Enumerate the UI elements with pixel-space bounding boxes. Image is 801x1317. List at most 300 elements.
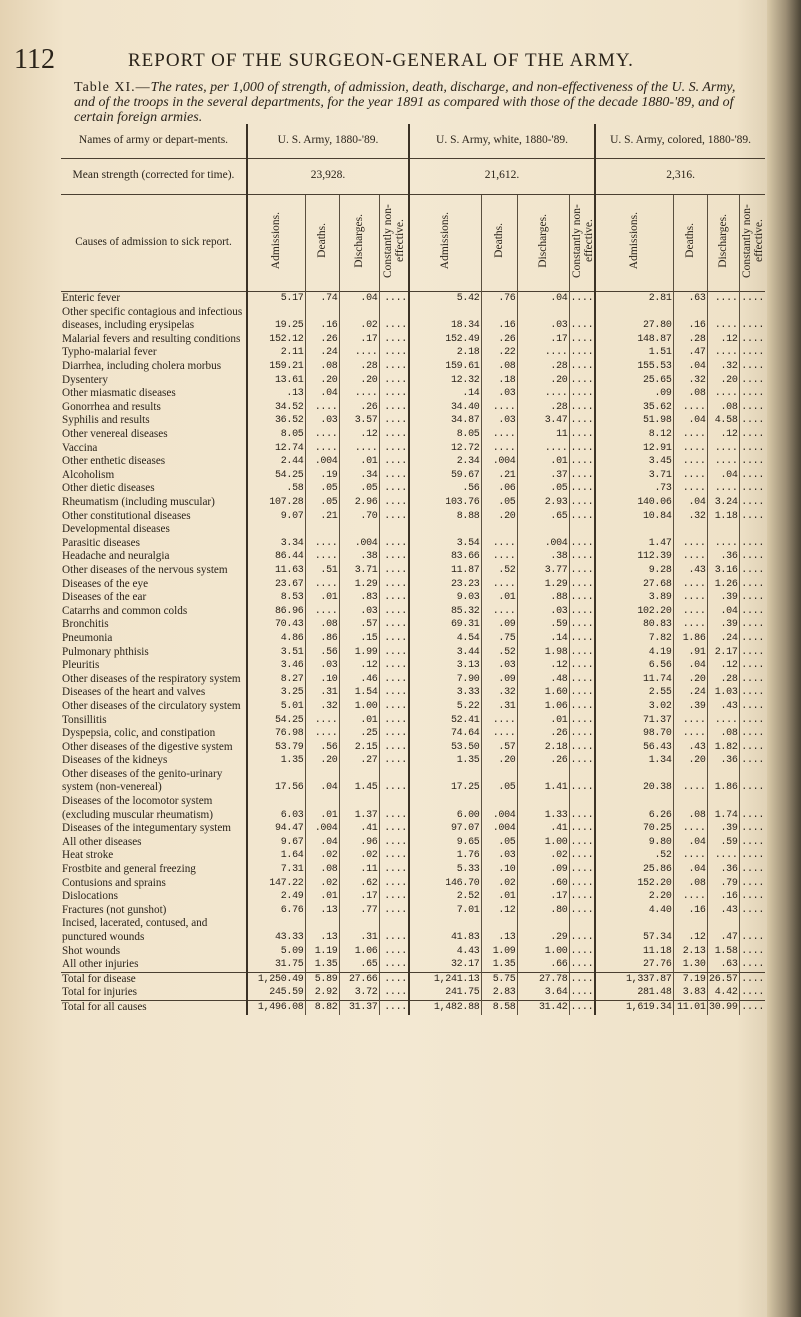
rate-cell: 3.45 — [595, 455, 673, 469]
rate-cell: 3.72 — [339, 986, 379, 1000]
rate-cell: 9.03 — [409, 591, 481, 605]
rate-cell: .... — [570, 823, 594, 835]
row-label: Diseases of the locomotor system (excluding muscular rheumatism) — [62, 795, 213, 821]
rate-cell: 70.43 — [247, 618, 305, 632]
rate-cell: 1.33 — [517, 795, 569, 822]
rate-cell: .43 — [707, 700, 739, 714]
rate-cell: 9.28 — [595, 564, 673, 578]
rate-cell: .08 — [305, 863, 339, 877]
rate-cell: 8.05 — [409, 428, 481, 442]
rate-cell: 23.67 — [247, 578, 305, 592]
rate-cell: .... — [739, 496, 765, 510]
rate-cell: 8.27 — [247, 673, 305, 687]
rate-cell: .... — [739, 686, 765, 700]
rate-cell: .... — [379, 945, 409, 959]
rate-cell: .08 — [481, 360, 517, 374]
rate-cell: .... — [570, 333, 594, 345]
rate-cell: .22 — [481, 346, 517, 360]
rate-cell: 241.75 — [409, 986, 481, 1000]
rate-cell: .31 — [305, 686, 339, 700]
rate-cell: .04 — [339, 292, 379, 306]
rate-cell: .... — [379, 700, 409, 714]
rate-cell: .... — [739, 646, 765, 660]
rate-cell: .02 — [339, 849, 379, 863]
table-title: The rates, per 1,000 of strength, of admission, death, discharge, and non-effectiveness of the U. S. Army, and of the troops in the several departments, for the year 1891 as compared with those of the decade 1880-'89, and of certain foreign armies. — [74, 80, 736, 125]
rate-cell: 2.34 — [409, 455, 481, 469]
table-row — [61, 632, 765, 646]
rate-cell: 3.02 — [595, 700, 673, 714]
rate-cell: .13 — [305, 904, 339, 918]
rate-cell: .... — [379, 496, 409, 510]
rate-cell: .... — [673, 578, 707, 592]
table-row — [61, 346, 765, 360]
row-label: Rheumatism (including muscular) — [62, 496, 215, 508]
rate-cell: 3.24 — [707, 496, 739, 510]
rate-cell: .... — [379, 754, 409, 768]
rate-cell: .03 — [305, 414, 339, 428]
rate-cell: 18.34 — [409, 306, 481, 333]
rate-cell: 3.54 — [409, 537, 481, 551]
row-label: Catarrhs and common colds — [62, 604, 188, 617]
column-header — [707, 194, 739, 292]
rate-cell: 34.40 — [409, 401, 481, 415]
rate-cell: .09 — [517, 863, 569, 877]
rate-cell: .43 — [707, 904, 739, 918]
column-header-label: Constantly non-effective. — [570, 203, 595, 278]
rate-cell: .58 — [247, 482, 305, 496]
rate-cell: .... — [739, 904, 765, 918]
table-row — [61, 727, 765, 741]
rate-cell: .... — [570, 714, 594, 726]
rate-cell: 54.25 — [247, 714, 305, 728]
table-row — [61, 945, 765, 959]
rate-cell: .26 — [481, 333, 517, 347]
table-row — [61, 849, 765, 863]
row-label: Other diseases of the digestive system — [62, 740, 233, 753]
rate-cell: 148.87 — [595, 333, 673, 347]
rate-cell: .... — [379, 387, 409, 401]
rate-cell: .31 — [481, 700, 517, 714]
rate-cell: 152.49 — [409, 333, 481, 347]
rate-cell: .04 — [305, 387, 339, 401]
rate-cell: .... — [673, 550, 707, 564]
rate-cell: .32 — [481, 686, 517, 700]
rate-cell: .12 — [339, 428, 379, 442]
rate-cell: 3.71 — [595, 469, 673, 483]
rate-cell: .... — [739, 727, 765, 741]
rate-cell: .... — [673, 605, 707, 619]
table-row — [61, 958, 765, 972]
rate-cell: .... — [739, 714, 765, 728]
rate-cell: 56.43 — [595, 741, 673, 755]
rate-cell: .... — [481, 442, 517, 456]
rate-cell: .... — [739, 877, 765, 891]
rate-cell: .36 — [707, 863, 739, 877]
column-header — [379, 194, 409, 292]
column-header — [739, 194, 765, 292]
rate-cell: .... — [570, 401, 594, 413]
rate-cell: .... — [739, 306, 765, 333]
rate-cell: .... — [570, 510, 594, 522]
rate-cell: .... — [570, 973, 594, 985]
rate-cell: 8.88 — [409, 510, 481, 524]
column-header-label: Admissions. — [628, 211, 641, 270]
rate-cell: 5.09 — [247, 945, 305, 959]
rate-cell: .... — [379, 849, 409, 863]
rate-cell: .11 — [339, 863, 379, 877]
rate-cell: 1,250.49 — [247, 972, 305, 986]
rate-cell: .28 — [339, 360, 379, 374]
rate-cell: .... — [739, 890, 765, 904]
table-row — [61, 754, 765, 768]
rate-cell: .05 — [305, 496, 339, 510]
rate-cell: .... — [739, 374, 765, 388]
causes-header: Causes of admission to sick report. — [61, 194, 247, 292]
rate-cell: 3.46 — [247, 659, 305, 673]
rate-cell: .03 — [481, 387, 517, 401]
table-row — [61, 605, 765, 619]
rate-cell: .09 — [595, 387, 673, 401]
table-caption — [74, 80, 754, 125]
rate-cell: 2.44 — [247, 455, 305, 469]
rate-cell: .... — [481, 578, 517, 592]
rate-cell: .... — [739, 1000, 765, 1014]
column-header — [305, 194, 339, 292]
row-label: Pneumonia — [62, 631, 113, 644]
rate-cell: .... — [673, 822, 707, 836]
table-row — [61, 564, 765, 578]
rate-cell: .... — [673, 849, 707, 863]
strength-value: 2,316. — [595, 158, 765, 194]
rate-cell: .... — [739, 618, 765, 632]
rate-cell: .... — [481, 605, 517, 619]
rate-cell: .... — [739, 863, 765, 877]
rate-cell: 2.49 — [247, 890, 305, 904]
rate-cell: .14 — [517, 632, 569, 646]
rate-cell: 3.47 — [517, 414, 569, 428]
table-row — [61, 904, 765, 918]
rate-cell: 6.00 — [409, 795, 481, 822]
rate-cell: .13 — [481, 917, 517, 944]
rate-cell: .... — [707, 537, 739, 551]
rate-cell: 31.75 — [247, 958, 305, 972]
rate-cell: .... — [673, 768, 707, 795]
rate-cell: .... — [570, 619, 594, 631]
rate-cell: .04 — [707, 605, 739, 619]
rate-cell: .08 — [305, 618, 339, 632]
rate-cell: 8.53 — [247, 591, 305, 605]
rate-cell: .... — [707, 292, 739, 306]
rate-cell: 13.61 — [247, 374, 305, 388]
row-label: Dyspepsia, colic, and constipation — [62, 727, 216, 740]
rate-cell: .17 — [517, 333, 569, 347]
table-row — [61, 387, 765, 401]
rate-cell: .... — [379, 768, 409, 795]
rate-cell: .04 — [673, 360, 707, 374]
rate-cell: 1.03 — [707, 686, 739, 700]
row-label: Tonsillitis — [62, 713, 107, 726]
rate-cell: .... — [305, 550, 339, 564]
table-row — [61, 591, 765, 605]
rate-cell: 3.16 — [707, 564, 739, 578]
rate-cell: .01 — [517, 455, 569, 469]
rate-cell: .39 — [707, 591, 739, 605]
table-row — [61, 714, 765, 728]
rate-cell: .... — [673, 591, 707, 605]
rate-cell: 36.52 — [247, 414, 305, 428]
rate-cell: 3.83 — [673, 986, 707, 1000]
rate-cell: .... — [379, 632, 409, 646]
rate-cell: 1.06 — [517, 700, 569, 714]
rate-cell: .02 — [339, 306, 379, 333]
rate-cell: .26 — [305, 333, 339, 347]
group-header: U. S. Army, 1880-'89. — [247, 124, 409, 158]
row-label: Other enthetic diseases — [62, 455, 166, 468]
row-label: Other diseases of the circulatory system — [62, 699, 241, 712]
rate-cell: 25.65 — [595, 374, 673, 388]
rate-cell: .26 — [517, 754, 569, 768]
rate-cell: .... — [570, 388, 594, 400]
rate-cell: .... — [570, 632, 594, 644]
rate-cell: .02 — [305, 877, 339, 891]
rate-cell: 146.70 — [409, 877, 481, 891]
rate-cell: .17 — [339, 890, 379, 904]
rate-cell: .... — [570, 646, 594, 658]
row-label: Other miasmatic diseases — [62, 387, 176, 400]
table-row — [61, 659, 765, 673]
rate-cell: .... — [570, 592, 594, 604]
rate-cell: .... — [517, 387, 569, 401]
rate-cell: 34.52 — [247, 401, 305, 415]
rate-cell: 52.41 — [409, 714, 481, 728]
row-label: Gonorrhea and results — [62, 400, 161, 413]
rate-cell: .... — [570, 429, 594, 441]
rate-cell: .63 — [673, 292, 707, 306]
rate-cell: .... — [739, 510, 765, 524]
total-row — [61, 972, 765, 986]
rate-cell: .... — [569, 986, 595, 1000]
rate-cell: .... — [570, 361, 594, 373]
rate-cell: 1.19 — [305, 945, 339, 959]
table-row — [61, 741, 765, 755]
rate-cell: .14 — [409, 387, 481, 401]
rate-cell: .... — [673, 469, 707, 483]
rate-cell: .16 — [707, 890, 739, 904]
rate-cell: 3.57 — [339, 414, 379, 428]
row-label: Incised, lacerated, contused, and punctured wounds — [62, 917, 208, 943]
table-row — [61, 523, 765, 537]
row-label: Alcoholism — [62, 468, 115, 481]
rate-cell: .05 — [305, 482, 339, 496]
rate-cell: 147.22 — [247, 877, 305, 891]
rate-cell: .04 — [673, 414, 707, 428]
rate-cell: 59.67 — [409, 469, 481, 483]
rate-cell: .86 — [305, 632, 339, 646]
rate-cell — [517, 523, 569, 537]
rate-cell: .05 — [517, 482, 569, 496]
rate-cell: 2.13 — [673, 945, 707, 959]
row-label: Diseases of the kidneys — [62, 754, 168, 767]
rate-cell: .32 — [305, 700, 339, 714]
rate-cell: .12 — [707, 333, 739, 347]
rate-cell: 1.29 — [339, 578, 379, 592]
rate-cell: 2.81 — [595, 292, 673, 306]
rate-cell: .27 — [339, 754, 379, 768]
rate-cell: .... — [305, 537, 339, 551]
rate-cell: .01 — [339, 455, 379, 469]
rate-cell: .24 — [707, 632, 739, 646]
row-label: Bronchitis — [62, 618, 109, 631]
rate-cell: 9.67 — [247, 836, 305, 850]
rate-cell: .... — [339, 387, 379, 401]
row-label: Other dietic diseases — [62, 482, 155, 495]
rate-cell: .... — [673, 428, 707, 442]
rate-cell: .09 — [481, 673, 517, 687]
rate-cell: 3.25 — [247, 686, 305, 700]
rate-cell: .... — [707, 849, 739, 863]
rate-cell: 12.74 — [247, 442, 305, 456]
rate-cell: .... — [379, 917, 409, 944]
rate-cell: .... — [570, 605, 594, 617]
rate-cell: .18 — [481, 374, 517, 388]
rate-cell: 23.23 — [409, 578, 481, 592]
rate-cell: .01 — [517, 714, 569, 728]
rate-cell: .20 — [339, 374, 379, 388]
rate-cell: 3.51 — [247, 646, 305, 660]
row-label: Other diseases of the nervous system — [62, 563, 228, 576]
rate-cell: .... — [739, 346, 765, 360]
rate-cell: 1.47 — [595, 537, 673, 551]
rate-cell: 27.66 — [339, 972, 379, 986]
rate-cell: .75 — [481, 632, 517, 646]
rate-cell: 5.33 — [409, 863, 481, 877]
rate-cell: .... — [305, 401, 339, 415]
row-label: Frostbite and general freezing — [62, 863, 196, 876]
total-row — [61, 986, 765, 1000]
rate-cell: .004 — [517, 537, 569, 551]
rate-cell: 112.39 — [595, 550, 673, 564]
rate-cell: 1,241.13 — [409, 972, 481, 986]
rate-cell: .... — [739, 550, 765, 564]
rate-cell: .77 — [339, 904, 379, 918]
rate-cell: .... — [379, 659, 409, 673]
rate-cell: .... — [739, 605, 765, 619]
rate-cell: .... — [379, 673, 409, 687]
rate-cell: 27.76 — [595, 958, 673, 972]
rate-cell: 281.48 — [595, 986, 673, 1000]
rate-cell: .... — [517, 346, 569, 360]
rate-cell: .20 — [305, 754, 339, 768]
rate-cell: .88 — [517, 591, 569, 605]
rate-cell: 2.11 — [247, 346, 305, 360]
rate-cell — [569, 523, 595, 537]
rate-cell: .... — [379, 877, 409, 891]
row-label: Parasitic diseases — [62, 536, 140, 549]
rate-cell: 2.52 — [409, 890, 481, 904]
rate-cell: 2.18 — [409, 346, 481, 360]
rate-cell: .... — [379, 822, 409, 836]
rate-cell: 8.12 — [595, 428, 673, 442]
table-row — [61, 768, 765, 795]
rate-cell: .... — [707, 714, 739, 728]
rate-cell: .13 — [247, 387, 305, 401]
rate-cell: 1,482.88 — [409, 1000, 481, 1014]
rate-cell: .08 — [673, 387, 707, 401]
rate-cell: .... — [707, 455, 739, 469]
rate-cell: .32 — [707, 360, 739, 374]
rate-cell: .... — [570, 469, 594, 481]
rate-cell: .... — [379, 904, 409, 918]
rate-cell: 11.74 — [595, 673, 673, 687]
rate-cell: 1.98 — [517, 646, 569, 660]
rate-cell: .... — [569, 306, 595, 333]
row-label: Other venereal diseases — [62, 428, 168, 441]
running-head: REPORT OF THE SURGEON-GENERAL OF THE ARMY. — [128, 50, 634, 71]
rate-cell: .... — [673, 714, 707, 728]
rate-cell: .... — [739, 741, 765, 755]
rate-cell: .... — [379, 972, 409, 986]
rate-cell: .... — [707, 387, 739, 401]
rate-cell: .80 — [517, 904, 569, 918]
row-label: Vaccina — [62, 441, 98, 454]
rate-cell: .28 — [707, 673, 739, 687]
rate-cell: 7.31 — [247, 863, 305, 877]
rate-cell: 19.25 — [247, 306, 305, 333]
row-label: Contusions and sprains — [62, 876, 166, 889]
rate-cell: .41 — [339, 822, 379, 836]
rate-cell: .... — [739, 455, 765, 469]
rate-cell: 1.54 — [339, 686, 379, 700]
rate-cell: .08 — [673, 877, 707, 891]
rate-cell: .... — [673, 455, 707, 469]
rate-cell: .... — [739, 768, 765, 795]
rate-cell: .... — [379, 374, 409, 388]
rate-cell: .... — [569, 958, 595, 972]
column-header — [569, 194, 595, 292]
rate-cell: 26.57 — [709, 973, 738, 985]
rate-cell: .... — [570, 578, 594, 590]
rate-cell: .... — [379, 428, 409, 442]
rate-cell: .... — [739, 333, 765, 347]
rate-cell: .... — [570, 660, 594, 672]
rate-cell — [707, 523, 739, 537]
rate-cell: .26 — [339, 401, 379, 415]
table-row — [61, 795, 765, 822]
rate-cell: 32.17 — [409, 958, 481, 972]
rate-cell: .... — [673, 482, 707, 496]
rate-cell: .... — [570, 700, 594, 712]
row-label: Dysentery — [62, 373, 108, 386]
column-header-label: Admissions. — [270, 211, 283, 270]
table-row — [61, 537, 765, 551]
rate-cell: .39 — [707, 618, 739, 632]
rate-cell: .96 — [339, 836, 379, 850]
rate-cell: 53.50 — [409, 741, 481, 755]
rate-cell: .... — [570, 293, 594, 305]
rate-cell: 1,619.34 — [595, 1000, 673, 1014]
rate-cell: .10 — [481, 863, 517, 877]
rate-cell: 1.64 — [247, 849, 305, 863]
rate-cell: .24 — [305, 346, 339, 360]
rate-cell: .... — [570, 864, 594, 876]
rate-cell: .66 — [517, 958, 569, 972]
group-header: U. S. Army, colored, 1880-'89. — [595, 124, 765, 158]
rate-cell: 1.35 — [409, 754, 481, 768]
rate-cell: .08 — [707, 401, 739, 415]
rate-cell: 30.99 — [709, 1001, 738, 1013]
rate-cell: .... — [379, 414, 409, 428]
rate-cell: .... — [379, 510, 409, 524]
